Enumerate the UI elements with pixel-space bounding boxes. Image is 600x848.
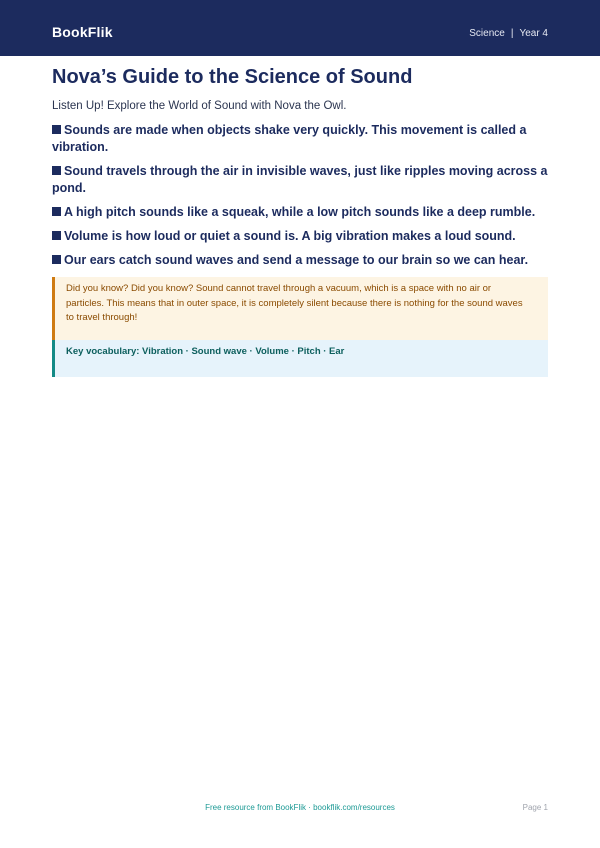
- square-bullet-icon: [52, 166, 61, 175]
- square-bullet-icon: [52, 207, 61, 216]
- fact-item: [52, 122, 548, 156]
- year-label: Year 4: [519, 28, 548, 39]
- subject-year-label: [469, 28, 548, 40]
- fact-text: Our ears catch sound waves and send a message to our brain so we can hear.: [64, 253, 529, 267]
- fact-text: A high pitch sounds like a squeak, while a low pitch sounds like a deep rumble.: [64, 205, 536, 219]
- fact-item: [52, 163, 548, 197]
- brand-logo-text: BookFlik: [52, 24, 113, 40]
- fact-text: Sound travels through the air in invisible waves, just like ripples moving across a pond.: [52, 164, 548, 195]
- fact-text: Volume is how loud or quiet a sound is. A big vibration makes a loud sound.: [64, 229, 516, 243]
- fact-item: [52, 204, 548, 221]
- fact-item: [52, 228, 548, 245]
- subject-label: Science: [469, 28, 505, 39]
- square-bullet-icon: [52, 125, 61, 134]
- meta-separator: |: [510, 28, 514, 39]
- fact-item: [52, 252, 548, 269]
- page-header: [0, 0, 600, 56]
- square-bullet-icon: [52, 255, 61, 264]
- page-title: Nova’s Guide to the Science of Sound: [52, 66, 413, 88]
- page-number: Page 1: [522, 803, 548, 812]
- did-you-know-callout: Did you know? Did you know? Sound cannot travel through a vacuum, which is a space with no air or particles. This means that in outer space, it is completely silent because there is nothing for the sound waves to travel through!: [52, 277, 548, 340]
- page-subtitle: Listen Up! Explore the World of Sound with Nova the Owl.: [52, 100, 347, 112]
- page-footer: [0, 802, 600, 816]
- square-bullet-icon: [52, 231, 61, 240]
- fact-text: Sounds are made when objects shake very quickly. This movement is called a vibration.: [52, 123, 527, 154]
- footer-resource-link[interactable]: Free resource from BookFlik · bookflik.com/resources: [205, 803, 395, 812]
- key-vocabulary-box: Key vocabulary: Vibration · Sound wave · Volume · Pitch · Ear: [52, 340, 548, 377]
- fact-list: [52, 122, 548, 276]
